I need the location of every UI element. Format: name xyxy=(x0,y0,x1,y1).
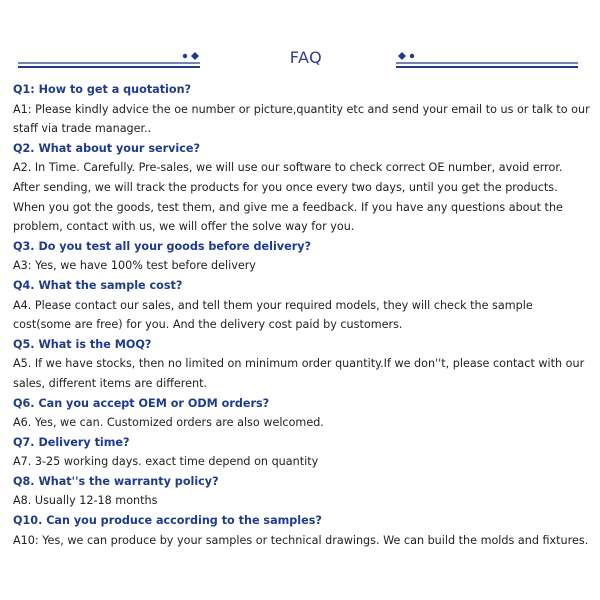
page-title: FAQ xyxy=(289,48,323,67)
faq-list xyxy=(13,80,591,550)
faq-answer: A6. Yes, we can. Customized orders are also welcomed. xyxy=(13,416,324,430)
faq-item xyxy=(13,237,591,276)
faq-item xyxy=(13,335,591,394)
faq-question: Q1: How to get a quotation? xyxy=(13,83,192,96)
faq-item xyxy=(13,80,591,139)
faq-answer: A3: Yes, we have 100% test before delivery xyxy=(13,259,256,273)
faq-item xyxy=(13,511,591,550)
faq-question: Q10. Can you produce according to the samples? xyxy=(13,514,322,528)
faq-answer: A8. Usually 12-18 months xyxy=(13,494,158,508)
diamond-icon xyxy=(398,52,406,60)
faq-item xyxy=(13,276,591,335)
faq-question: Q2. What about your service? xyxy=(13,141,200,155)
faq-item xyxy=(13,433,591,472)
diamond-icon xyxy=(191,52,199,60)
faq-answer: A10: Yes, we can produce by your samples or technical drawings. We can build the molds and fixtures. xyxy=(13,533,589,547)
faq-question: Q3. Do you test all your goods before delivery? xyxy=(13,239,311,253)
faq-answer: A2. In Time. Carefully. Pre-sales, we will use our software to check correct OE number, avoid error. After sending, we will track the products for you once every two days, until you get the products. When you got the goods, test them, and give me a feedback. If you have any questions about the problem, contact with us, we will offer the solve way for you. xyxy=(13,161,563,234)
faq-question: Q8. What''s the warranty policy? xyxy=(13,474,219,488)
faq-answer: A5. If we have stocks, then no limited on minimum order quantity.If we don''t, please contact with our sales, different items are different. xyxy=(13,357,585,390)
faq-answer: A1: Please kindly advice the oe number or picture,quantity etc and send your email to us or talk to our staff via trade manager.. xyxy=(13,102,590,136)
dot-icon xyxy=(183,54,187,58)
faq-item xyxy=(13,394,591,433)
faq-answer: A4. Please contact our sales, and tell them your required models, they will check the sample cost(some are free) for you. And the delivery cost paid by customers. xyxy=(13,298,533,332)
faq-item xyxy=(13,472,591,511)
faq-question: Q4. What the sample cost? xyxy=(13,278,183,292)
faq-item xyxy=(13,139,591,237)
faq-header xyxy=(0,44,600,74)
faq-answer: A7. 3-25 working days. exact time depend on quantity xyxy=(13,455,319,469)
faq-question: Q5. What is the MOQ? xyxy=(13,337,152,351)
dot-icon xyxy=(410,54,414,58)
faq-question: Q7. Delivery time? xyxy=(13,435,130,449)
faq-question: Q6. Can you accept OEM or ODM orders? xyxy=(13,396,270,410)
